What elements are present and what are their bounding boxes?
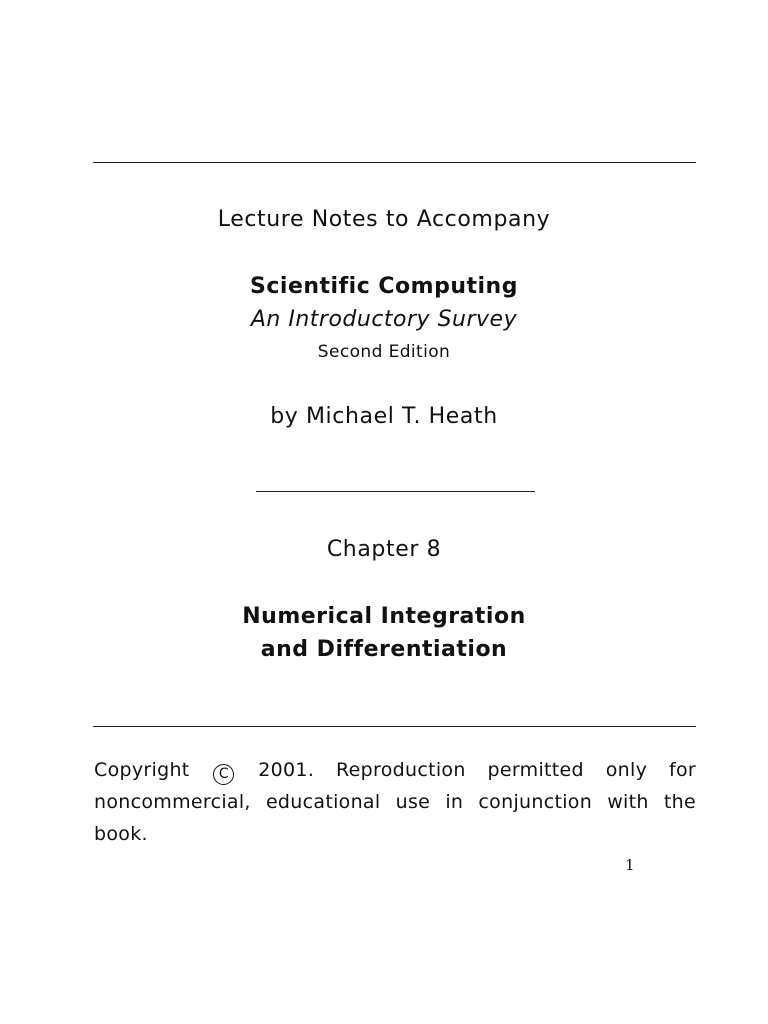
top-divider [93,162,696,163]
chapter-title-line-2: and Differentiation [260,637,508,662]
bottom-divider [93,726,696,727]
copyright-word: Copyright [94,759,190,781]
page-number: 1 [625,856,635,874]
copyright-text: 2001. Reproduction permitted only for noncommercial, educational use in conjunction with the book. [94,759,696,845]
book-edition: Second Edition [317,342,451,362]
copyright-symbol-icon: C [213,764,234,785]
middle-divider [256,491,535,492]
chapter-title-line-1: Numerical Integration [242,604,526,629]
copyright-notice [94,754,696,850]
intro-line: Lecture Notes to Accompany [217,207,551,232]
book-subtitle: An Introductory Survey [250,307,518,332]
chapter-label: Chapter 8 [326,537,442,562]
book-author: by Michael T. Heath [270,404,498,429]
book-title: Scientific Computing [250,274,518,299]
